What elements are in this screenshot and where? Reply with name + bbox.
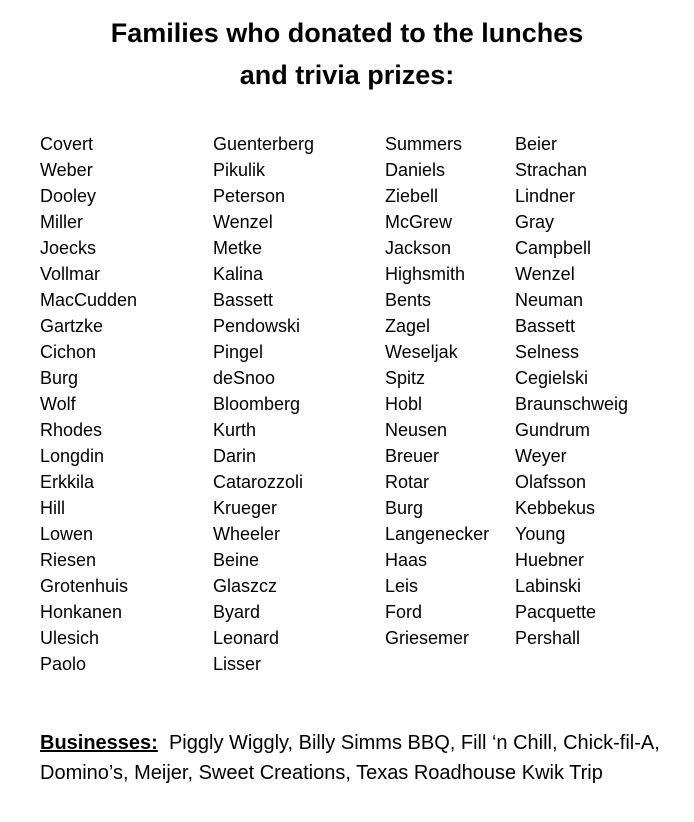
page-title-line-2: and trivia prizes: xyxy=(239,60,455,90)
family-name: deSnoo xyxy=(213,368,276,388)
family-name: Gundrum xyxy=(515,420,591,440)
family-name: Pikulik xyxy=(213,160,266,180)
family-name: Neuman xyxy=(515,290,584,310)
family-name: Longdin xyxy=(40,446,105,466)
family-name: Selness xyxy=(515,342,580,362)
family-name: Metke xyxy=(213,238,263,258)
family-name: Breuer xyxy=(385,446,440,466)
family-name: Labinski xyxy=(515,576,582,596)
family-name: Cichon xyxy=(40,342,97,362)
family-name: Leis xyxy=(385,576,419,596)
family-name: Dooley xyxy=(40,186,97,206)
family-name: Pacquette xyxy=(515,602,597,622)
businesses-heading: Businesses: xyxy=(40,732,158,754)
family-name: Weseljak xyxy=(385,342,458,362)
family-name: Langenecker xyxy=(385,524,490,544)
family-name: Strachan xyxy=(515,160,588,180)
family-name: Pershall xyxy=(515,628,581,648)
family-name: Joecks xyxy=(40,238,97,258)
family-name: Ulesich xyxy=(40,628,100,648)
family-name: MacCudden xyxy=(40,290,138,310)
family-name: Wenzel xyxy=(515,264,575,284)
family-name: Highsmith xyxy=(385,264,466,284)
family-name: Beine xyxy=(213,550,260,570)
family-name: Summers xyxy=(385,134,463,154)
family-name: Riesen xyxy=(40,550,97,570)
family-name: Gartzke xyxy=(40,316,104,336)
family-name: Rhodes xyxy=(40,420,103,440)
family-name: Burg xyxy=(40,368,79,388)
family-column-4 xyxy=(515,131,628,651)
family-column-1 xyxy=(40,131,137,677)
family-name: Pingel xyxy=(213,342,264,362)
family-name: Kalina xyxy=(213,264,264,284)
family-name: Ziebell xyxy=(385,186,439,206)
family-name: Lindner xyxy=(515,186,576,206)
family-name: Grotenhuis xyxy=(40,576,129,596)
family-name: Kurth xyxy=(213,420,257,440)
family-name: Wenzel xyxy=(213,212,273,232)
family-name: McGrew xyxy=(385,212,452,232)
family-name: Darin xyxy=(213,446,257,466)
family-name: Byard xyxy=(213,602,261,622)
family-name: Olafsson xyxy=(515,472,587,492)
family-name: Burg xyxy=(385,498,424,518)
family-name: Lowen xyxy=(40,524,94,544)
family-name: Lisser xyxy=(213,654,262,674)
family-name: Campbell xyxy=(515,238,592,258)
family-name: Bents xyxy=(385,290,432,310)
family-name: Wolf xyxy=(40,394,76,414)
family-name: Spitz xyxy=(385,368,426,388)
family-name: Jackson xyxy=(385,238,452,258)
family-name: Leonard xyxy=(213,628,280,648)
family-name: Braunschweig xyxy=(515,394,629,414)
family-name: Bloomberg xyxy=(213,394,301,414)
businesses-list: Piggly Wiggly, Billy Simms BBQ, Fill ‘n Chill, Chick-fil-A, Domino’s, Meijer, Sweet Creations, Texas Roadhouse Kwik Trip xyxy=(40,732,660,784)
family-name: Catarozzoli xyxy=(213,472,304,492)
family-name: Guenterberg xyxy=(213,134,315,154)
family-name: Weber xyxy=(40,160,93,180)
family-name: Gray xyxy=(515,212,555,232)
family-name: Vollmar xyxy=(40,264,101,284)
family-name: Ford xyxy=(385,602,423,622)
family-column-2 xyxy=(213,131,314,677)
family-name: Krueger xyxy=(213,498,278,518)
family-name: Hobl xyxy=(385,394,423,414)
family-name: Peterson xyxy=(213,186,286,206)
family-name: Bassett xyxy=(213,290,274,310)
family-name: Pendowski xyxy=(213,316,301,336)
family-name: Glaszcz xyxy=(213,576,278,596)
family-name: Wheeler xyxy=(213,524,281,544)
family-name: Honkanen xyxy=(40,602,123,622)
family-name: Kebbekus xyxy=(515,498,596,518)
family-column-3 xyxy=(385,131,489,651)
family-name: Cegielski xyxy=(515,368,589,388)
family-name: Young xyxy=(515,524,566,544)
family-name: Zagel xyxy=(385,316,431,336)
family-name: Haas xyxy=(385,550,428,570)
family-name: Paolo xyxy=(40,654,87,674)
family-name: Neusen xyxy=(385,420,448,440)
family-name: Erkkila xyxy=(40,472,95,492)
family-name: Weyer xyxy=(515,446,567,466)
family-name: Covert xyxy=(40,134,94,154)
page-title: Families who donated to the lunches xyxy=(110,18,584,48)
family-name: Griesemer xyxy=(385,628,470,648)
family-name: Rotar xyxy=(385,472,430,492)
family-name: Bassett xyxy=(515,316,576,336)
family-name: Beier xyxy=(515,134,558,154)
family-name: Hill xyxy=(40,498,65,518)
family-name: Daniels xyxy=(385,160,446,180)
family-name: Miller xyxy=(40,212,83,232)
businesses-paragraph xyxy=(40,728,680,788)
family-name: Huebner xyxy=(515,550,585,570)
